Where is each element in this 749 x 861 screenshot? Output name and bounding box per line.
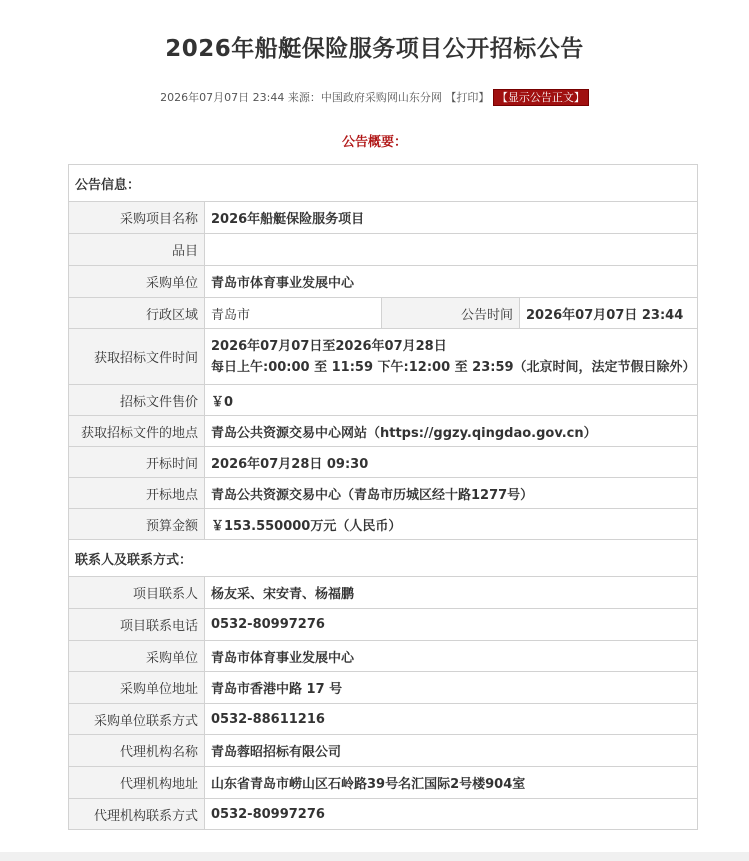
table-row [69,478,698,509]
page-bottom-bar [0,852,749,861]
row-value: 青岛蓉昭招标有限公司 [205,735,698,767]
print-link[interactable]: 【打印】 [445,91,490,104]
row-value: 2026年07月28日 09:30 [205,447,698,478]
row-label: 开标地点 [69,478,205,509]
row-label: 代理机构名称 [69,735,205,767]
row-value: 山东省青岛市崂山区石岭路39号名汇国际2号楼904室 [205,767,698,799]
table-row [69,799,698,830]
row-label: 预算金额 [69,509,205,540]
row-value [205,329,698,385]
row-label: 获取招标文件时间 [69,329,205,385]
table-row [69,298,698,329]
row-label: 项目联系人 [69,577,205,609]
publish-datetime: 2026年07月07日 23:44 [160,91,285,104]
row-value: 0532-80997276 [205,799,698,830]
table-row [69,704,698,735]
row-label: 采购项目名称 [69,202,205,234]
table-row [69,234,698,266]
summary-heading: 公告概要： [341,135,407,150]
row-value: 0532-80997276 [205,609,698,641]
announcement-table [68,164,698,830]
bid-doc-daily-hours: 每日上午:00:00 至 11:59 下午:12:00 至 23:59（北京时间，法定节假日除外） [211,359,696,375]
table-row [69,416,698,447]
table-row [69,609,698,641]
row-label: 公告时间 [382,298,520,329]
row-label: 行政区域 [69,298,205,329]
row-value: 青岛市香港中路 17 号 [205,672,698,704]
section-row-info [69,165,698,202]
row-value: 0532-88611216 [205,704,698,735]
contact-section-title: 联系人及联系方式： [69,540,698,577]
table-row [69,509,698,540]
row-value: ￥0 [205,385,698,416]
row-label: 采购单位 [69,266,205,298]
bid-doc-date-range: 2026年07月07日至2026年07月28日 [211,338,447,354]
row-label: 品目 [69,234,205,266]
row-label: 采购单位 [69,641,205,672]
show-full-text-button[interactable]: 【显示公告正文】 [493,89,589,106]
table-row [69,767,698,799]
row-value: 2026年船艇保险服务项目 [205,202,698,234]
meta-line [0,89,749,105]
source-name: 中国政府采购网山东分网 [320,91,442,104]
table-row [69,672,698,704]
row-value: 青岛市 [205,298,382,329]
row-value: 杨友采、宋安青、杨福鹏 [205,577,698,609]
table-row [69,266,698,298]
row-value: 2026年07月07日 23:44 [520,298,698,329]
section-row-contact [69,540,698,577]
row-label: 代理机构地址 [69,767,205,799]
row-value [205,234,698,266]
table-row [69,385,698,416]
row-value: 青岛市体育事业发展中心 [205,266,698,298]
row-label: 代理机构联系方式 [69,799,205,830]
row-label: 开标时间 [69,447,205,478]
row-label: 采购单位地址 [69,672,205,704]
row-value: 青岛公共资源交易中心网站（https://ggzy.qingdao.gov.cn） [205,416,698,447]
info-section-title: 公告信息： [69,165,698,202]
table-row [69,577,698,609]
row-label: 招标文件售价 [69,385,205,416]
table-row [69,641,698,672]
row-value: ￥153.550000万元（人民币） [205,509,698,540]
table-row [69,735,698,767]
row-label: 采购单位联系方式 [69,704,205,735]
row-value: 青岛市体育事业发展中心 [205,641,698,672]
row-label: 项目联系电话 [69,609,205,641]
page-title: 2026年船艇保险服务项目公开招标公告 [165,36,584,62]
table-row [69,202,698,234]
source-label: 来源： [287,91,321,104]
table-row [69,329,698,385]
row-label: 获取招标文件的地点 [69,416,205,447]
row-value: 青岛公共资源交易中心（青岛市历城区经十路1277号） [205,478,698,509]
table-row [69,447,698,478]
